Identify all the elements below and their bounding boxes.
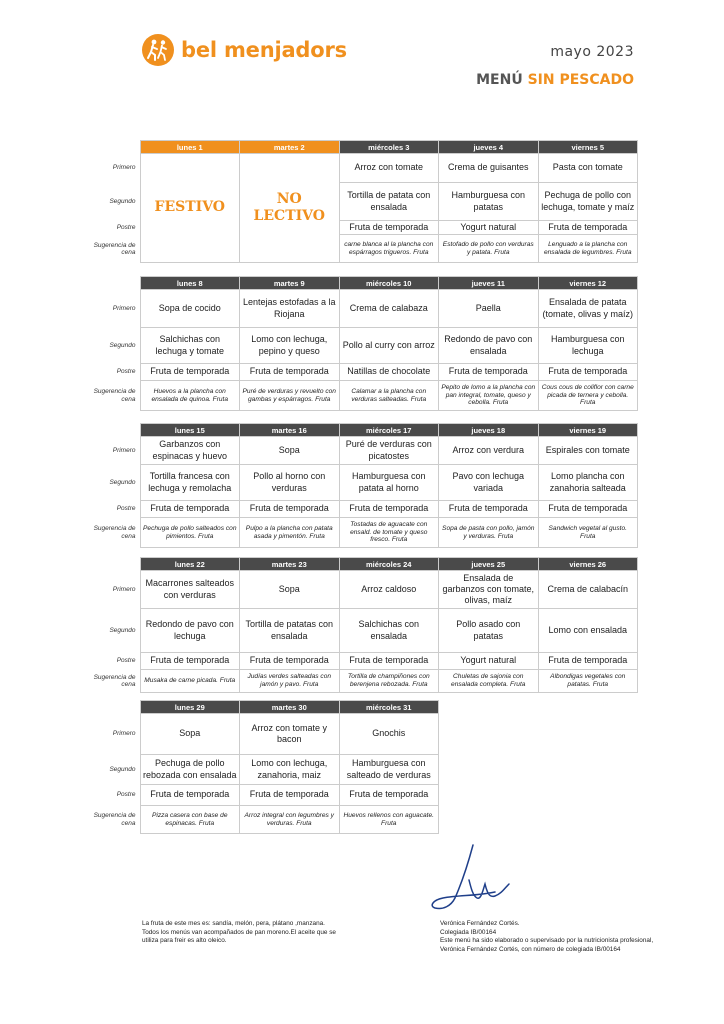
row-label-primero: Primero — [112, 164, 136, 172]
day-header: jueves 25 — [439, 558, 539, 571]
dish-cena: Judías verdes salteadas con jamón y pavo. Fruta — [240, 670, 340, 693]
dish-segundo: Hamburguesa con lechuga — [538, 328, 638, 364]
dish-postre: Fruta de temporada — [339, 653, 439, 670]
dish-cena: Huevos a la plancha con ensalada de quinoa. Fruta — [140, 381, 240, 411]
week-3 — [84, 423, 638, 548]
day-header: jueves 4 — [439, 141, 539, 154]
dish-postre: Fruta de temporada — [140, 501, 240, 518]
dish-postre: Yogurt natural — [439, 221, 539, 235]
dish-segundo: Lomo con lechuga, zanahoria, maiz — [240, 755, 340, 785]
dish-segundo: Salchichas con lechuga y tomate — [140, 328, 240, 364]
dish-primero: Paella — [439, 290, 539, 328]
row-label-postre: Postre — [116, 224, 136, 232]
dish-segundo: Salchichas con ensalada — [339, 609, 439, 653]
row-label-primero: Primero — [112, 730, 136, 738]
row-label-segundo: Segundo — [109, 341, 136, 349]
dish-cena: Huevos rellenos con aguacate. Fruta — [339, 806, 439, 834]
day-header: viernes 5 — [538, 141, 638, 154]
dish-segundo: Hamburguesa con patata al horno — [339, 465, 439, 501]
dish-cena: carne blanca al la plancha con espárragos trigueros. Fruta — [339, 235, 439, 263]
dish-postre: Fruta de temporada — [339, 221, 439, 235]
dish-segundo: Redondo de pavo con lechuga — [140, 609, 240, 653]
dish-segundo: Pollo al horno con verduras — [240, 465, 340, 501]
brand-logo — [142, 34, 347, 66]
dish-segundo: Pavo con lechuga variada — [439, 465, 539, 501]
dish-postre: Fruta de temporada — [240, 653, 340, 670]
dish-postre: Fruta de temporada — [339, 785, 439, 806]
row-label-segundo: Segundo — [109, 626, 136, 634]
row-label-postre: Postre — [116, 791, 136, 799]
dish-primero: Puré de verduras con picatostes — [339, 437, 439, 465]
day-header: miércoles 17 — [339, 424, 439, 437]
dish-cena: Pepito de lomo a la plancha con pan integral, tomate, queso y cebolla. Fruta — [439, 381, 539, 411]
menu-title — [476, 72, 634, 88]
dish-cena: Chuletas de sajonia con ensalada completa. Fruta — [439, 670, 539, 693]
menu-title-accent: SIN PESCADO — [527, 72, 634, 88]
row-label-postre: Postre — [116, 657, 136, 665]
dish-segundo: Tortilla de patatas con ensalada — [240, 609, 340, 653]
dish-postre: Fruta de temporada — [240, 501, 340, 518]
dish-primero: Espirales con tomate — [538, 437, 638, 465]
dish-postre: Natillas de chocolate — [339, 364, 439, 381]
dish-cena: Lenguado a la plancha con ensalada de legumbres. Fruta — [538, 235, 638, 263]
nutritionist-note — [440, 920, 655, 955]
dish-primero: Arroz con tomate — [339, 154, 439, 183]
dish-postre: Fruta de temporada — [439, 364, 539, 381]
dish-primero: Sopa de cocido — [140, 290, 240, 328]
dish-postre: Fruta de temporada — [140, 785, 240, 806]
dish-segundo: Pollo asado con patatas — [439, 609, 539, 653]
dish-cena: Puré de verduras y revuelto con gambas y espárragos. Fruta — [240, 381, 340, 411]
dish-segundo: Lomo plancha con zanahoria salteada — [538, 465, 638, 501]
dish-cena: Calamar a la plancha con verduras salteadas. Fruta — [339, 381, 439, 411]
dish-primero: Ensalada de patata (tomate, olivas y maíz) — [538, 290, 638, 328]
dish-cena: Arroz integral con legumbres y verduras. Fruta — [240, 806, 340, 834]
signer-name: Verónica Fernández Cortés. — [440, 920, 520, 927]
dish-cena: Sopa de pasta con pollo, jamón y verduras. Fruta — [439, 518, 539, 548]
day-header: miércoles 24 — [339, 558, 439, 571]
row-label-segundo: Segundo — [109, 765, 136, 773]
row-label-cena: Sugerencia de cena — [93, 673, 136, 688]
dish-cena: Tortilla de champiñones con berenjena rebozada. Fruta — [339, 670, 439, 693]
holiday-festivo: FESTIVO — [140, 154, 240, 263]
day-header: miércoles 3 — [339, 141, 439, 154]
dish-primero: Arroz con tomate y bacon — [240, 714, 340, 755]
dish-primero: Garbanzos con espinacas y huevo — [140, 437, 240, 465]
day-header: lunes 1 — [140, 141, 240, 154]
menu-date: mayo 2023 — [550, 44, 634, 60]
dish-postre: Fruta de temporada — [240, 364, 340, 381]
dish-postre: Fruta de temporada — [538, 364, 638, 381]
dish-segundo: Lomo con lechuga, pepino y queso — [240, 328, 340, 364]
running-figures-icon — [142, 34, 174, 66]
day-header: miércoles 31 — [339, 701, 439, 714]
dish-postre: Fruta de temporada — [339, 501, 439, 518]
dish-cena: Tostadas de aguacate con ensald. de tomate y queso fresco. Fruta — [339, 518, 439, 548]
dish-segundo: Hamburguesa con salteado de verduras — [339, 755, 439, 785]
week-5 — [84, 700, 439, 834]
day-header: miércoles 10 — [339, 277, 439, 290]
signer-registration: Colegiada IB/00164 — [440, 928, 497, 936]
holiday-no-lectivo: NO LECTIVO — [240, 154, 340, 263]
day-header: lunes 15 — [140, 424, 240, 437]
dish-segundo: Redondo de pavo con ensalada — [439, 328, 539, 364]
day-header: martes 2 — [240, 141, 340, 154]
day-header: martes 30 — [240, 701, 340, 714]
dish-primero: Sopa — [140, 714, 240, 755]
brand-name: bel menjadors — [181, 38, 347, 62]
row-label-segundo: Segundo — [109, 478, 136, 486]
dish-primero: Pasta con tomate — [538, 154, 638, 183]
day-header: viernes 26 — [538, 558, 638, 571]
dish-primero: Crema de guisantes — [439, 154, 539, 183]
dish-segundo: Pollo al curry con arroz — [339, 328, 439, 364]
dish-segundo: Pechuga de pollo con lechuga, tomate y maíz — [538, 183, 638, 221]
dish-cena: Musaka de carne picada. Fruta — [140, 670, 240, 693]
dish-segundo: Lomo con ensalada — [538, 609, 638, 653]
day-header: viernes 19 — [538, 424, 638, 437]
week-4 — [84, 557, 638, 693]
row-label-postre: Postre — [116, 505, 136, 513]
dish-primero: Ensalada de garbanzos con tomate, olivas, maíz — [439, 571, 539, 609]
dish-postre: Yogurt natural — [439, 653, 539, 670]
signer-statement: Este menú ha sido elaborado o supervisado por la nutricionista profesional, Verónica Fernández Cortés, con número de colegiada IB/00164 — [440, 937, 654, 953]
dish-primero: Sopa — [240, 437, 340, 465]
row-label-cena: Sugerencia de cena — [93, 241, 136, 256]
dish-segundo: Tortilla de patata con ensalada — [339, 183, 439, 221]
dish-primero: Lentejas estofadas a la Riojana — [240, 290, 340, 328]
row-label-segundo: Segundo — [109, 197, 136, 205]
dish-postre: Fruta de temporada — [140, 364, 240, 381]
dish-primero: Arroz con verdura — [439, 437, 539, 465]
fruit-note: La fruta de este mes es: sandía, melón, pera, plátano ,manzana. Todos los menús van acompañados de pan moreno.El aceite que se utiliza para freir es alto oleico. — [142, 920, 336, 945]
row-label-cena: Sugerencia de cena — [93, 388, 136, 403]
dish-cena: Estofado de pollo con verduras y patata. Fruta — [439, 235, 539, 263]
row-label-postre: Postre — [116, 368, 136, 376]
day-header: jueves 11 — [439, 277, 539, 290]
row-label-cena: Sugerencia de cena — [93, 525, 136, 540]
dish-postre: Fruta de temporada — [538, 501, 638, 518]
dish-cena: Albondigas vegetales con patatas. Fruta — [538, 670, 638, 693]
dish-primero: Gnochis — [339, 714, 439, 755]
dish-primero: Macarrones salteados con verduras — [140, 571, 240, 609]
signature — [425, 840, 515, 915]
dish-segundo: Tortilla francesa con lechuga y remolacha — [140, 465, 240, 501]
day-header: martes 9 — [240, 277, 340, 290]
dish-primero: Crema de calabaza — [339, 290, 439, 328]
dish-postre: Fruta de temporada — [439, 501, 539, 518]
dish-cena: Cous cous de coliflor con carne picada de ternera y cebolla. Fruta — [538, 381, 638, 411]
dish-cena: Sandwich vegetal al gusto. Fruta — [538, 518, 638, 548]
dish-primero: Arroz caldoso — [339, 571, 439, 609]
dish-postre: Fruta de temporada — [538, 221, 638, 235]
dish-segundo: Hamburguesa con patatas — [439, 183, 539, 221]
dish-cena: Pulpo a la plancha con patata asada y pimentón. Fruta — [240, 518, 340, 548]
day-header: lunes 22 — [140, 558, 240, 571]
dish-primero: Sopa — [240, 571, 340, 609]
row-label-primero: Primero — [112, 304, 136, 312]
dish-segundo: Pechuga de pollo rebozada con ensalada — [140, 755, 240, 785]
menu-title-prefix: MENÚ — [476, 72, 528, 88]
row-label-primero: Primero — [112, 446, 136, 454]
week-1 — [84, 140, 638, 263]
day-header: lunes 8 — [140, 277, 240, 290]
dish-postre: Fruta de temporada — [240, 785, 340, 806]
day-header: martes 16 — [240, 424, 340, 437]
dish-cena: Pechuga de pollo salteados con pimientos. Fruta — [140, 518, 240, 548]
week-2 — [84, 276, 638, 411]
dish-postre: Fruta de temporada — [140, 653, 240, 670]
day-header: viernes 12 — [538, 277, 638, 290]
row-label-cena: Sugerencia de cena — [93, 812, 136, 827]
day-header: martes 23 — [240, 558, 340, 571]
row-label-primero: Primero — [112, 585, 136, 593]
dish-cena: Pizza casera con base de espinacas. Fruta — [140, 806, 240, 834]
dish-postre: Fruta de temporada — [538, 653, 638, 670]
day-header: lunes 29 — [140, 701, 240, 714]
dish-primero: Crema de calabacín — [538, 571, 638, 609]
day-header: jueves 18 — [439, 424, 539, 437]
